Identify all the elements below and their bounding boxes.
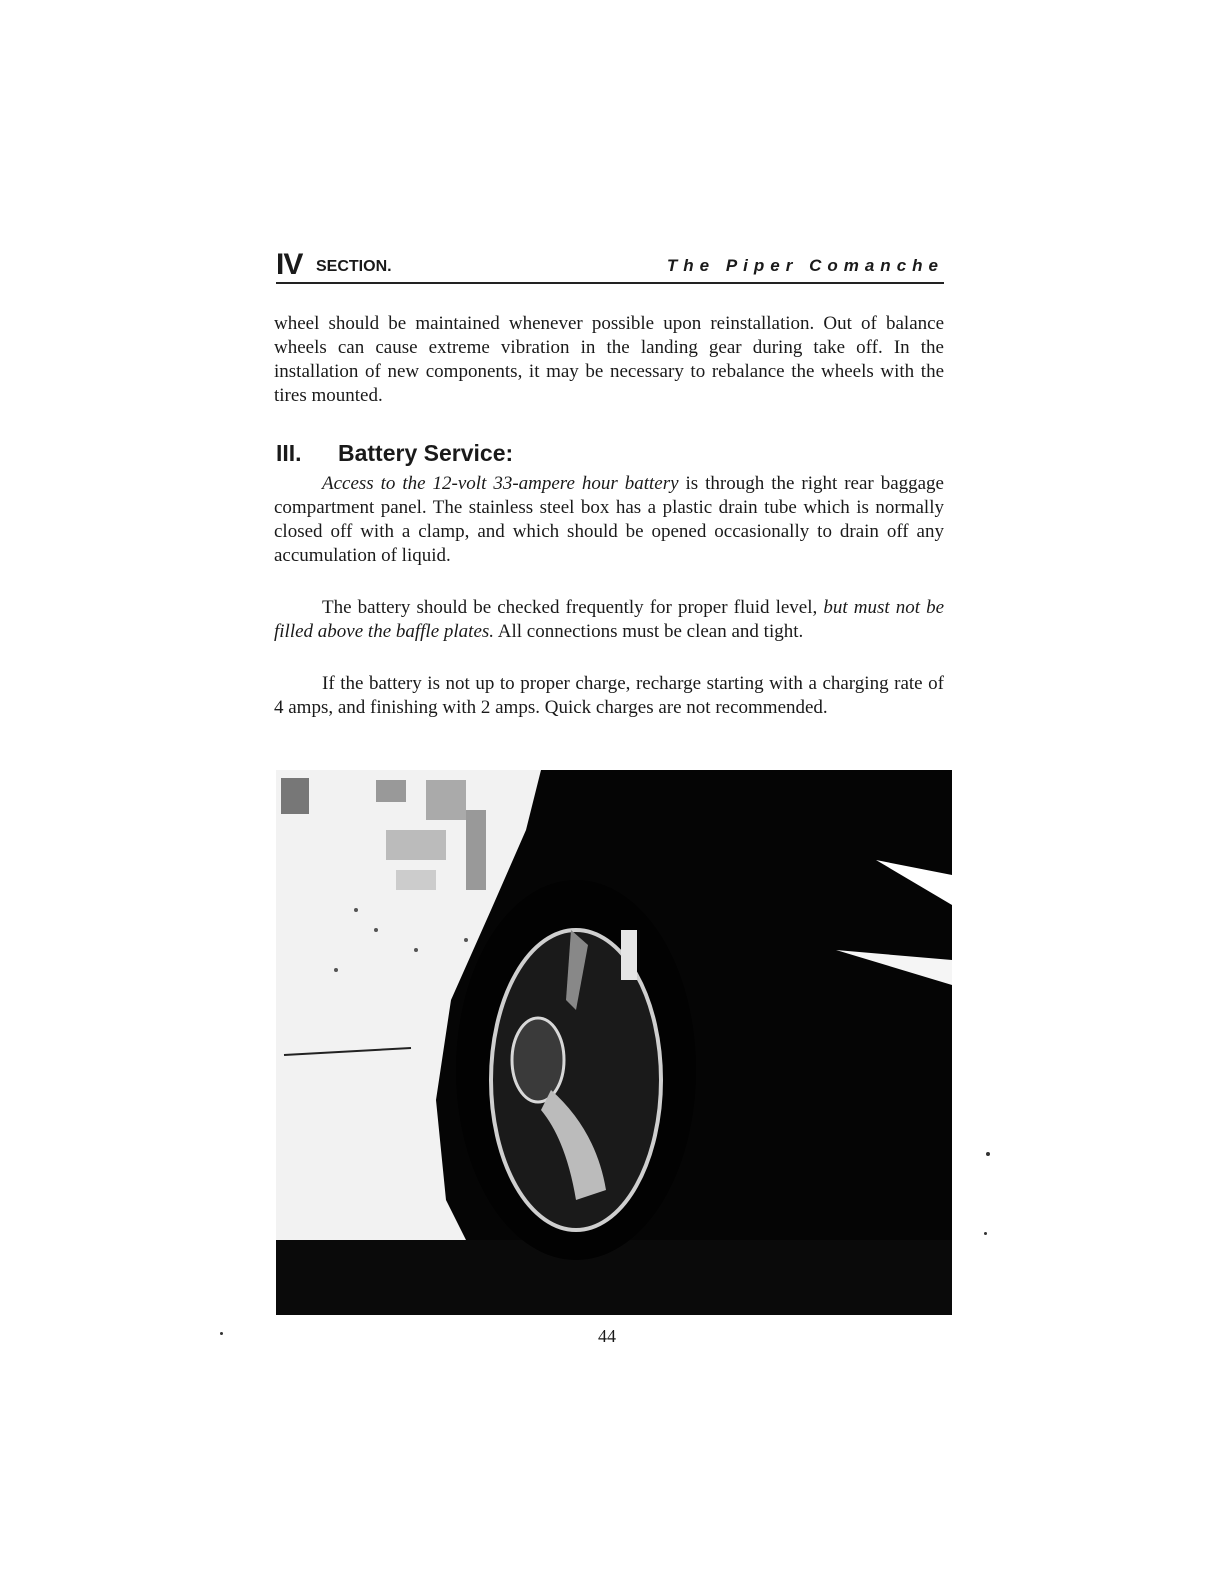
scan-speck — [986, 1152, 990, 1156]
battery-check-text: The battery should be checked frequently for proper fluid level, — [322, 597, 824, 618]
page-number: 44 — [598, 1326, 616, 1346]
photo-hub — [512, 1018, 564, 1102]
photo-valve — [621, 930, 637, 980]
scan-speck — [220, 1332, 223, 1335]
running-title: The Piper Comanche — [666, 256, 944, 275]
battery-warning-italic: but must not be filled above the baffle plates. — [274, 597, 944, 642]
continued-paragraph: wheel should be maintained whenever possible upon reinstallation. Out of balance wheels can cause extreme vibration in the landing gear during take off. In the installation of new components, it may be necessary to rebalance the wheels with the tires mounted. — [274, 313, 944, 406]
heading-number: III. — [276, 440, 302, 466]
photo-ground — [276, 1240, 952, 1315]
battery-paragraph-3: If the battery is not up to proper charge, recharge starting with a charging rate of 4 amps, and finishing with 2 amps. Quick charges are not recommended. — [274, 673, 944, 718]
section-label: SECTION. — [316, 258, 392, 275]
photo-highlight-lower — [836, 950, 952, 985]
battery-paragraph-1 — [274, 472, 944, 568]
scan-speck — [984, 1232, 987, 1235]
section-number: IV — [276, 248, 303, 281]
section-heading — [276, 440, 513, 467]
battery-access-text: is through the right rear baggage compartment panel. The stainless steel box has a plastic drain tube which is normally closed off with a clamp, and which should be opened occasionally to drain off any accumulation of liquid. — [274, 473, 944, 566]
heading-title: Battery Service: — [338, 440, 514, 466]
battery-paragraph-2 — [274, 596, 944, 644]
wheel-photo-illustration — [276, 770, 952, 1315]
photo-highlight-upper — [876, 860, 952, 905]
battery-access-italic: Access to the 12-volt 33-ampere hour battery — [322, 473, 679, 494]
landing-gear-wheel-photo — [276, 770, 952, 1315]
running-header — [276, 248, 944, 284]
battery-connections-text: All connections must be clean and tight. — [494, 621, 804, 642]
